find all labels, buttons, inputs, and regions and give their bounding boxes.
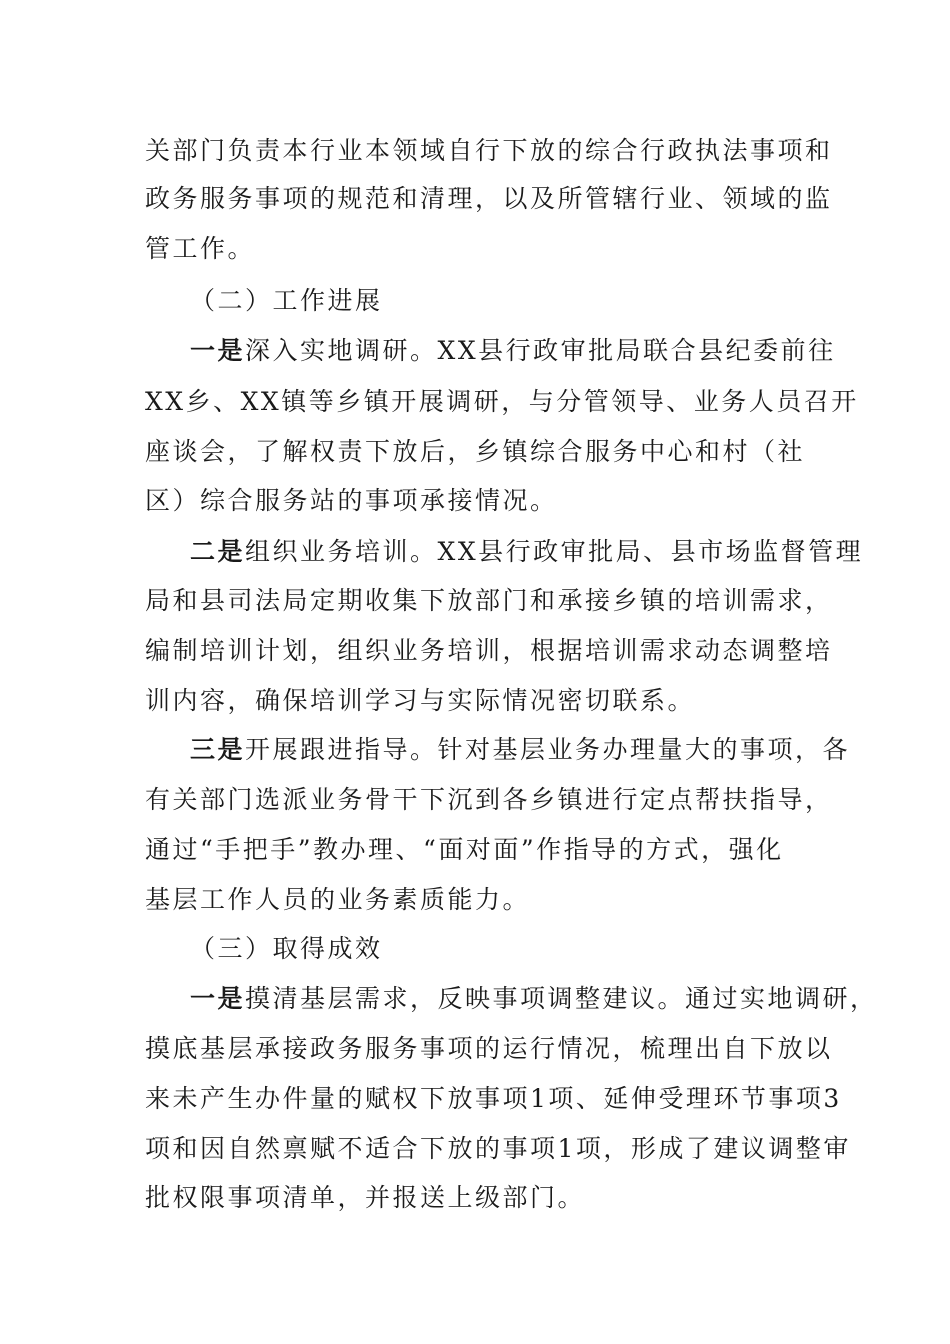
- text-line: 摸底基层承接政务服务事项的运行情况，梳理出自下放以: [145, 1034, 833, 1063]
- text-line: 训内容，确保培训学习与实际情况密切联系。: [145, 686, 696, 715]
- text-line: 区）综合服务站的事项承接情况。: [145, 486, 558, 515]
- paragraph-text: 开展跟进指导。针对基层业务办理量大的事项，各: [245, 735, 851, 764]
- text-line: 有关部门选派业务骨干下沉到各乡镇进行定点帮扶指导，: [145, 785, 833, 814]
- paragraph-first-line: [190, 735, 850, 765]
- section-heading-results: （三）取得成效: [190, 934, 383, 963]
- paragraph-text: 深入实地调研。XX县行政审批局联合县纪委前往: [245, 336, 836, 365]
- paragraph-lead: 二是: [190, 537, 246, 566]
- text-line: 批权限事项清单，并报送上级部门。: [145, 1183, 586, 1212]
- paragraph-text: 组织业务培训。XX县行政审批局、县市场监督管理: [245, 537, 864, 566]
- paragraph-lead: 一是: [190, 984, 246, 1013]
- text-line: 局和县司法局定期收集下放部门和承接乡镇的培训需求，: [145, 586, 833, 615]
- text-line: 政务服务事项的规范和清理，以及所管辖行业、领域的监: [145, 184, 833, 213]
- paragraph-lead: 一是: [190, 336, 246, 365]
- paragraph-text: 摸清基层需求，反映事项调整建议。通过实地调研，: [245, 984, 878, 1013]
- paragraph-lead: 三是: [190, 735, 246, 764]
- text-line: 管工作。: [145, 234, 256, 263]
- paragraph-first-line: [190, 984, 878, 1014]
- paragraph-first-line: [190, 336, 836, 366]
- text-line: 座谈会，了解权责下放后，乡镇综合服务中心和村（社: [145, 437, 806, 466]
- text-line: 基层工作人员的业务素质能力。: [145, 885, 531, 914]
- paragraph-first-line: [190, 537, 863, 567]
- text-line: 关部门负责本行业本领域自行下放的综合行政执法事项和: [145, 136, 833, 165]
- text-line: 项和因自然禀赋不适合下放的事项1项，形成了建议调整审: [145, 1134, 851, 1163]
- text-line: 编制培训计划，组织业务培训，根据培训需求动态调整培: [145, 636, 833, 665]
- text-line: XX乡、XX镇等乡镇开展调研，与分管领导、业务人员召开: [145, 387, 859, 416]
- text-line: 通过“手把手”教办理、“面对面”作指导的方式，强化: [145, 835, 784, 864]
- text-line: 来未产生办件量的赋权下放事项1项、延伸受理环节事项3: [145, 1084, 842, 1113]
- section-heading-progress: （二）工作进展: [190, 286, 383, 315]
